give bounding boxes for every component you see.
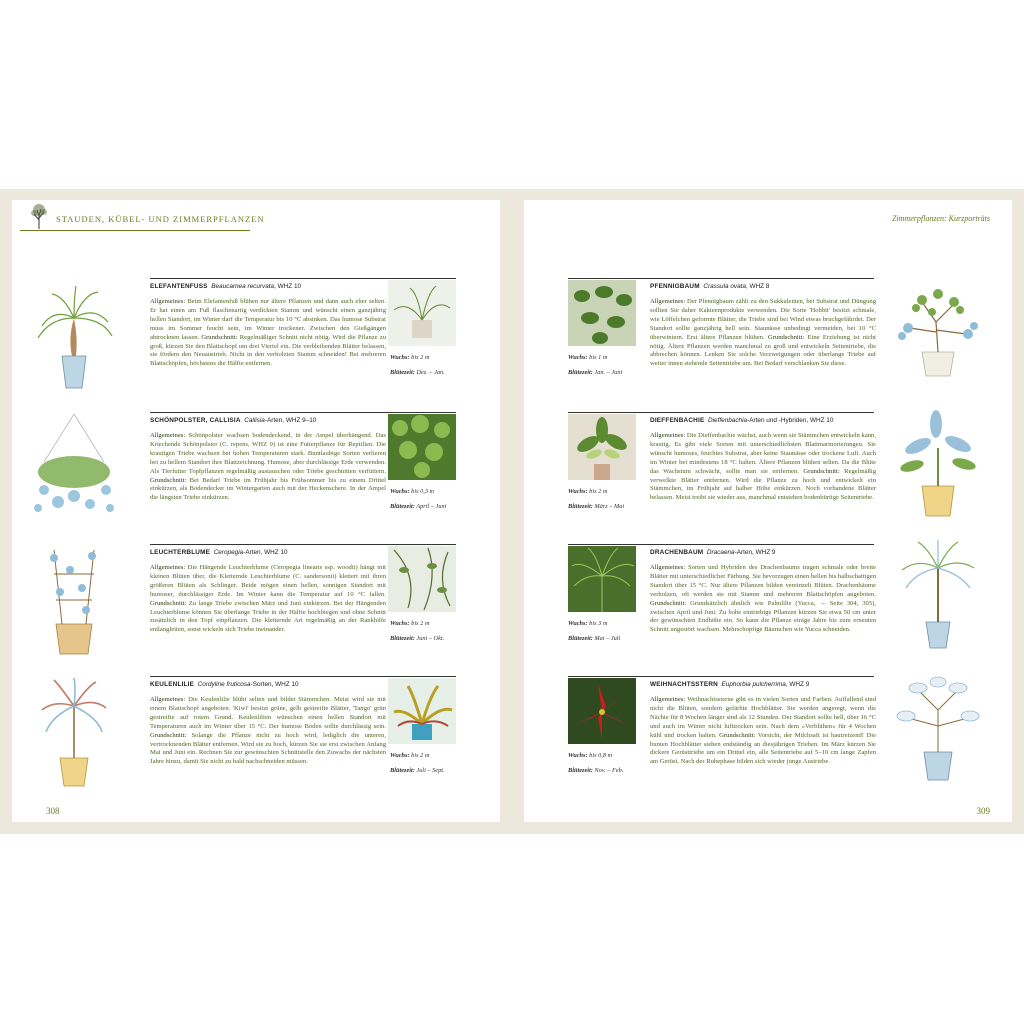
plant-photo <box>388 546 456 612</box>
page-number-left: 308 <box>46 806 60 816</box>
plant-photo <box>388 280 456 346</box>
jade-plant-drawing-icon <box>888 272 988 384</box>
plant-entry-leuchterblume <box>12 544 500 672</box>
entry-description: Allgemeines: Der Pfennigbaum zählt zu den Sukkulenten, bei Substrat und Düngung sollten Sie daher Kakteenprodukte verwenden. Die Sorte 'Hobbit' besitzt schmale, wie Löffelchen geformte Blätter, die Triebe sind bei Wind etwas bruchgefährdet. Der Standort sollte ganzjährig hell sein. Staunässe unbedingt vermeiden, bei 10 °C überwintern. Erst ältere Pflanzen blühen. Grundschnitt: Eine Erziehung ist nicht nötig. Ältere Pflanzen werden manchmal zu groß und entwickeln Seitentriebe, die abbrechen können. Lenken Sie solche Verzweigungen oder überlange Triebe auf weiter innen stehende Seitentriebe um. Bei Bedarf verschlanken Sie diese. <box>650 298 877 368</box>
palm-drawing-icon <box>24 278 124 390</box>
right-page <box>524 200 1012 822</box>
running-head-right: Zimmerpflanzen: Kurzporträts <box>891 214 990 223</box>
entry-meta: Wuchs: bis 3 m Blütezeit: Mai – Juli <box>568 620 621 642</box>
plant-entry-dieffenbachie <box>524 412 1012 540</box>
entry-description: Allgemeines: Weihnachtssterne gibt es in vielen Sorten und Farben. Auffallend sind nicht die Blüten, sondern gefärbte Hochblätter. Sie werden angeregt, wenn die Nächte für 8 Wochen länger sind als 12 Stunden. Der Standort sollte hell, über 16 °C und auch im Winter nicht lufttrocken sein. Nach dem »Verblühen« für 4 Wochen kühl und trocken halten. Grundschnitt: Vorsicht, der Milchsaft ist hautreizend! Die bunten Hochblätter stehen endständig an diesjährigen Trieben. Im März kürzen Sie dickere Gerüsttriebe um ein Drittel ein, alle Seitentriebe auf 5–10 cm lange Zapfen am Gerüst. Nach der Ruhephase bilden sich wieder junge Austriebe. <box>650 696 876 766</box>
plant-photo <box>388 414 456 480</box>
entry-description: Allgemeines: Die Keulenlilie blüht selten und bildet Stämmchen. Meist wird sie mit einem Blattschopf angeboten. 'Kiwi' besitzt grüne, gelb gestreifte Blätter, 'Tango' grün gestreifte auf rotem Grund. Keulenlilien wünschen einen hellen Standort mit Temperaturen auch im Winter über 15 °C. Der humose Boden sollte durchlässig sein. Grundschnitt: Solange die Pflanze nicht zu hoch wird, lediglich die unteren, vertrocknenden Blätter entfernen. Wird sie zu hoch, kürzen Sie sie erst zwischen Anfang Mai und Juni ein. Rechnen Sie zur gewünschten Schnittstelle den Zuwachs der nächsten Jahre hinzu, damit Sie nicht zu bald nachschneiden müssen. <box>150 696 386 766</box>
plant-entry-elefantenfuss <box>12 278 500 406</box>
hanging-basket-drawing-icon <box>24 412 124 524</box>
running-head-left: STAUDEN, KÜBEL- UND ZIMMERPFLANZEN <box>56 214 265 224</box>
entry-rule <box>568 676 874 677</box>
entry-description: Allgemeines: Die Dieffenbachie wächst, auch wenn sie Stämmchen entwickeln kann, krautig. Es gibt viele Sorten mit unterschiedlichsten Blattmarmorierungen. Sie wünscht humoses, feuchtes Substrat, aber keine Staunässe oder trockene Luft. Auch im Winter bei mindestens 18 °C halten. Ältere Pflanzen blühen selten. Da die Blüte das Wachstum schwächt, sollte man sie entfernen. Grundschnitt: Regelmäßig verwelkte Blätter entfernen. Wird die Pflanze zu hoch und entwickelt ein Stämmchen, im Frühjahr auf halber Höhe einkürzen. Noch vorhandene Blätter belassen. Meist treibt sie wieder aus, manchmal entstehen bodenbürtige Seitentriebe. <box>650 432 876 502</box>
page-number-right: 309 <box>976 806 990 816</box>
cordyline-drawing-icon <box>24 676 124 788</box>
plant-photo <box>568 546 636 612</box>
entry-title: DIEFFENBACHIE Dieffenbachia-Arten und -Hybriden, WHZ 10 <box>650 417 834 424</box>
plant-photo <box>568 280 636 346</box>
left-page <box>12 200 500 822</box>
entry-rule <box>150 412 456 413</box>
entry-description: Allgemeines: Die Hängende Leuchterblume (Ceropegia linearis ssp. woodii) hängt mit kleinen Blüten über, die Kletternde Leuchterblume (C. sandersonii) klettert mit ihren größeren Blüten als Schlinger. Beide mögen einen hellen, sonnigen Standort mit humoser, durchlässiger Erde. Im Winter kann die Temperatur auf 10 °C fallen. Grundschnitt: Zu lange Triebe zwischen März und Juni einkürzen. Bei der Hängenden Leuchterblume können Sie überlange Triebe in der Hälfte hochbiegen und ohne Schnitt zusätzlich in den Topf einpflanzen. Die kletternde Art regelmäßig an der Rankhilfe entlangleiten, sonst wickeln sich Triebe ineinander. <box>150 564 386 634</box>
plant-entry-schoenpolster <box>12 412 500 540</box>
entry-meta: Wuchs: bis 2 m Blütezeit: März – Mai <box>568 488 625 510</box>
entry-meta: Wuchs: bis 0,8 m Blütezeit: Nov. – Feb. <box>568 752 624 774</box>
plant-photo <box>388 678 456 744</box>
entry-title: WEIHNACHTSSTERN Euphorbia pulcherrima, WHZ 9 <box>650 681 810 688</box>
poinsettia-drawing-icon <box>888 670 988 782</box>
tree-logo-icon <box>26 202 52 230</box>
entry-title: KEULENLILIE Cordyline fruticosa-Sorten, WHZ 10 <box>150 681 299 688</box>
plant-entry-keulenlilie <box>12 676 500 804</box>
entry-title: SCHÖNPOLSTER, CALLISIA Callisia-Arten, WHZ 9–10 <box>150 417 317 424</box>
entry-rule <box>150 278 456 279</box>
entry-title: LEUCHTERBLUME Ceropegia-Arten, WHZ 10 <box>150 549 288 556</box>
entry-description: Allgemeines: Sorten und Hybriden des Drachenbaums tragen schmale oder breite Blätter mit unterschiedlicher Färbung. Sie bevorzugen einen hellen bis halbschattigen Standort über 15 °C. Nur ältere Pflanzen bilden vereinzelt Blüten. Drachenbäume verholzen, oft werden sie mit Stamm und mehreren Blattschöpfen angeboten. Grundschnitt: Grundsätzlich ähnlich wie Palmlilie (Yucca, → Seite 304, 305), zwischen April und Juni. Zu hohe eintriebige Pflanzen kürzen Sie etwa 50 cm unter der gewünschten Endhöhe ein. So kann die Pflanze einige Jahre bis zum erneuten Schnitt ungestört wachsen. Mehrschopfige Bäumchen wie Yucca schneiden. <box>650 564 876 634</box>
entry-meta: Wuchs: bis 1 m Blütezeit: Jan. – Juni <box>568 354 623 376</box>
plant-entry-drachenbaum <box>524 544 1012 672</box>
entry-meta: Wuchs: bis 2 m Blütezeit: Juli – Sept. <box>390 752 445 774</box>
dracaena-drawing-icon <box>888 538 988 650</box>
entry-title: ELEFANTENFUSS Beaucarnea recurvata, WHZ 10 <box>150 283 302 290</box>
entry-meta: Wuchs: bis 2 m Blütezeit: Dez. – Jan. <box>390 354 445 376</box>
entry-description: Allgemeines: Schönpolster wachsen bodendeckend, in der Ampel überhängend. Das Kriechende Schönpolster (C. repens, WHZ 9) ist eine Futterpflanze für Reptilien. Die krautigen Triebe wachsen bei hohen Temperaturen stark. Buntlaubige Sorten verlieren bei zu hellem Standort ihre Blattzeichnung. Humose, aber durchlässige Erde verwenden. Als Tierfutter Topfpflanzen regelmäßig austauschen oder Triebe geschnitten verfüttern. Grundschnitt: Bei Bedarf Triebe im Frühjahr bis Frühsommer bis zu einem Drittel einkürzen, als Bodendecker im Wintergarten auch mit der Heckenschere. In der Ampel die längsten Triebe einkürzen. <box>150 432 386 502</box>
entry-title: PFENNIGBAUM Crassula ovata, WHZ 8 <box>650 283 770 290</box>
entry-rule <box>568 544 874 545</box>
entry-rule <box>150 544 456 545</box>
running-head-rule <box>20 230 250 231</box>
entry-rule <box>150 676 456 677</box>
plant-photo <box>568 678 636 744</box>
plant-entry-pfennigbaum <box>524 278 1012 406</box>
entry-title: DRACHENBAUM Dracaena-Arten, WHZ 9 <box>650 549 776 556</box>
entry-rule <box>568 278 874 279</box>
entry-meta: Wuchs: bis 2 m Blütezeit: Juni – Okt. <box>390 620 445 642</box>
dieffenbachia-drawing-icon <box>888 406 988 518</box>
trellis-plant-drawing-icon <box>24 544 124 656</box>
plant-photo <box>568 414 636 480</box>
plant-entry-weihnachtsstern <box>524 676 1012 804</box>
entry-meta: Wuchs: bis 0,3 m Blütezeit: April – Juni <box>390 488 447 510</box>
entry-rule <box>568 412 874 413</box>
entry-description: Allgemeines: Beim Elefantenfuß blühen nur ältere Pflanzen und dann auch eher selten. Er hat einen am Fuß flaschenartig verdickten Stamm und wünscht einen ganzjährig hellen Standort, im Winter darf die Temperatur bis 10 °C absinken. Das humose Substrat muss im Sommer feucht sein, im Winter trockener. Zwischen den Gießgängen abtrocknen lassen. Grundschnitt: Regelmäßiger Schnitt nicht nötig. Wird die Pflanze zu groß, kürzen Sie den Blattschopf um drei Viertel ein. Die verbleibenden Blätter belassen, sie fördern den Neuaustrieb. Nicht in den verholzten Stamm schneiden! Bei mehreren Blattschöpfen, höchstens die Hälfte entfernen. <box>150 298 386 368</box>
